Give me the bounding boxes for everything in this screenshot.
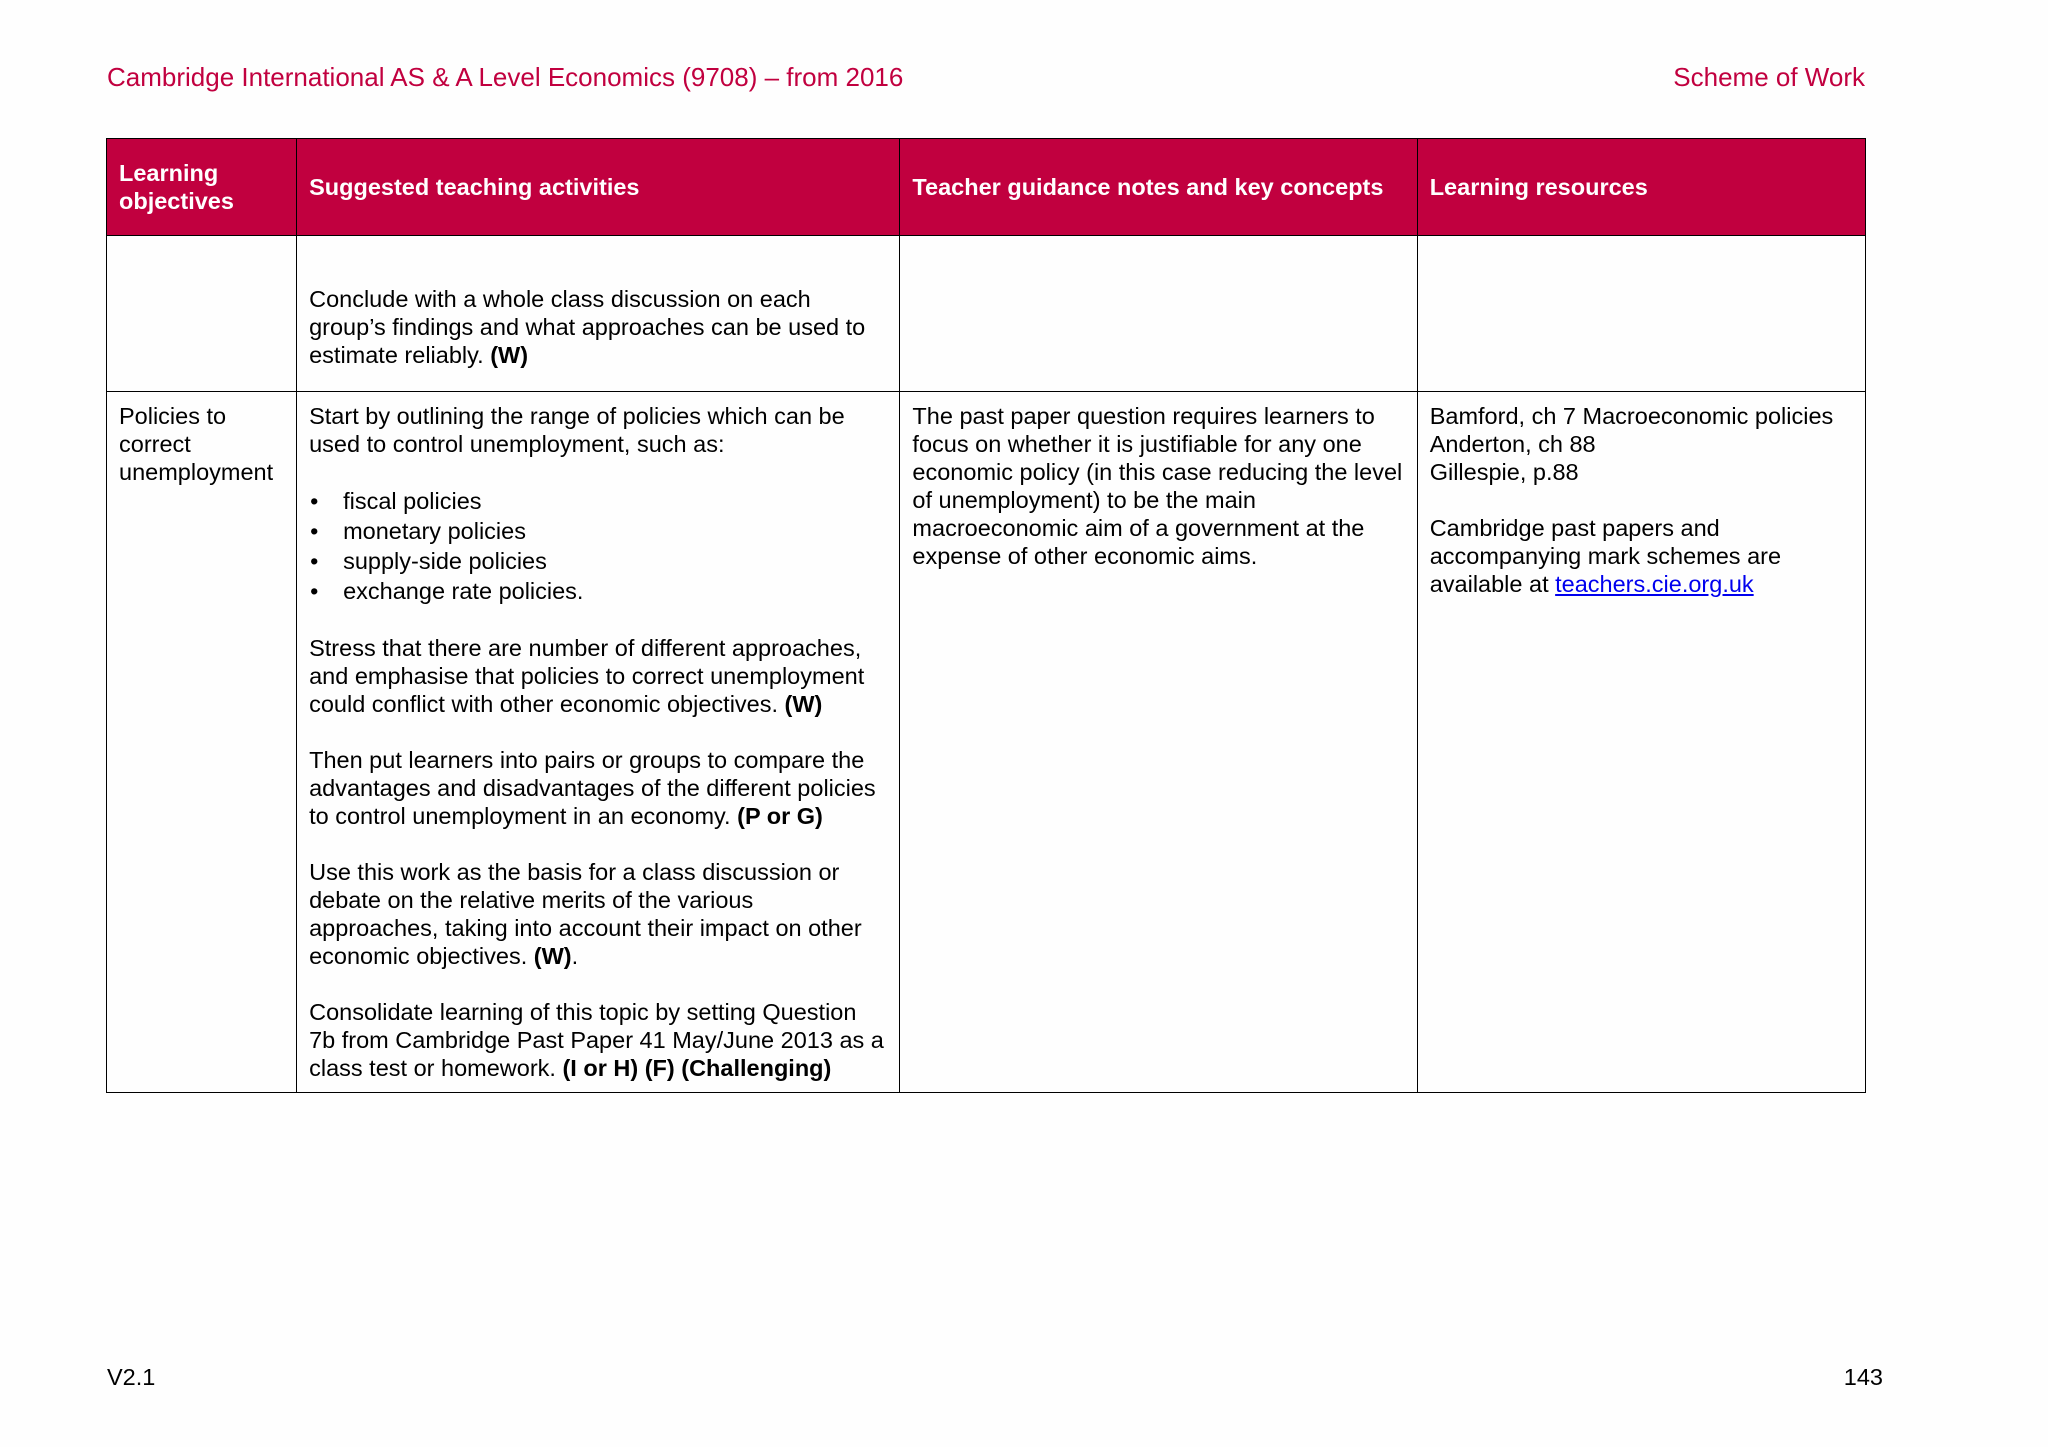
guidance-text: The past paper question requires learners to focus on whether it is justifiable for any one economic policy (in this case reducing the level of unemployment) to be the main macroeconomic aim of a government at the expense of other economic aims. [912,403,1403,569]
bullet-icon: • [310,548,319,574]
guidance-cell [900,392,1417,1093]
activity-tag: (I or H) (F) (Challenging) [562,1055,832,1081]
activity-intro: Start by outlining the range of policies which can be used to control unemployment, such as: [309,403,845,457]
list-item [309,576,887,606]
policy-list [309,486,887,606]
list-item-text: supply-side policies [343,548,547,574]
document-title: Cambridge International AS & A Level Economics (9708) – from 2016 [107,62,904,92]
header-learning-resources: Learning resources [1417,139,1865,236]
activity-text: Use this work as the basis for a class discussion or debate on the relative merits of the various approaches, taking into account their impact on other economic objectives. [309,859,862,969]
activity-paragraph [309,858,887,970]
activity-text: Conclude with a whole class discussion on each group’s findings and what approaches can be used to estimate reliably. [309,286,866,368]
header-teaching-activities: Suggested teaching activities [297,139,900,236]
resource-item: Bamford, ch 7 Macroeconomic policies [1429,403,1834,429]
activity-tag: (W) [490,342,529,368]
activity-tag: (W) [784,691,823,717]
resource-item: Gillespie, p.88 [1429,459,1579,485]
activities-cell [297,236,900,392]
activity-end: . [571,943,579,969]
activity-text: Stress that there are number of different approaches, and emphasise that policies to correct unemployment could conflict with other economic objectives. [309,635,865,717]
bullet-icon: • [310,518,319,544]
bullet-icon: • [310,578,319,604]
activity-tag: (W) [533,943,572,969]
table-row [107,392,1866,1093]
objective-cell [107,236,297,392]
resource-item: Anderton, ch 88 [1429,431,1596,457]
activities-cell [297,392,900,1093]
objective-cell [107,392,297,1093]
activity-paragraph [309,634,887,718]
scheme-of-work-table [106,138,1866,1093]
list-item-text: fiscal policies [343,488,482,514]
table-header-row [107,139,1866,236]
activity-tag: (P or G) [737,803,823,829]
list-item-text: monetary policies [343,518,526,544]
teachers-site-link[interactable]: teachers.cie.org.uk [1555,571,1754,597]
objective-text: Policies to correct unemployment [119,403,274,485]
resources-cell [1417,236,1865,392]
list-item [309,516,887,546]
past-papers-text: Cambridge past papers and accompanying mark schemes are available at [1429,515,1782,597]
list-item [309,546,887,576]
bullet-icon: • [310,488,319,514]
page-number: 143 [1843,1364,1883,1390]
activity-text: Consolidate learning of this topic by setting Question 7b from Cambridge Past Paper 41 May/June 2013 as a class test or homework. [309,999,884,1081]
activity-text: Then put learners into pairs or groups to compare the advantages and disadvantages of the different policies to control unemployment in an economy. [309,747,876,829]
resources-cell [1417,392,1865,1093]
activity-paragraph [309,998,887,1082]
list-item [309,486,887,516]
header-guidance-notes: Teacher guidance notes and key concepts [900,139,1417,236]
past-papers-note [1430,514,1853,598]
version-label: V2.1 [107,1364,156,1390]
table-row [107,236,1866,392]
document-type: Scheme of Work [1673,62,1865,92]
list-item-text: exchange rate policies. [343,578,584,604]
header-learning-objectives: Learning objectives [107,139,297,236]
guidance-cell [900,236,1417,392]
activity-paragraph [309,746,887,830]
